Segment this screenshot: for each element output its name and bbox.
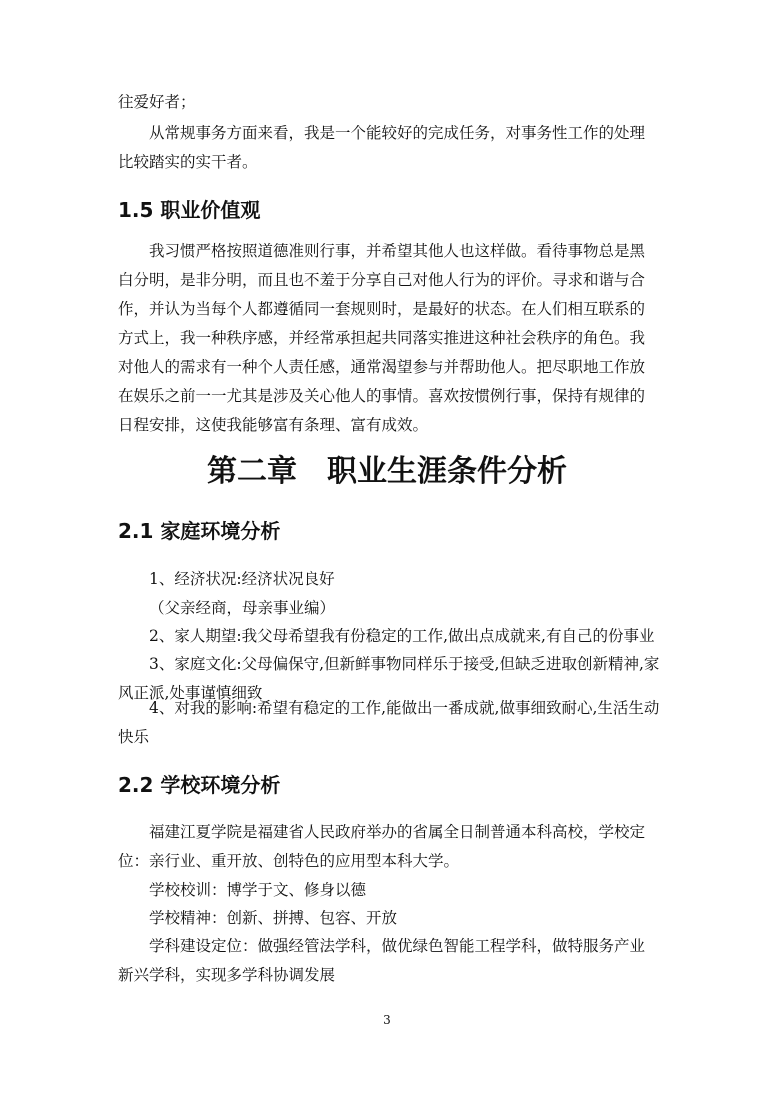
paragraph-school-motto: 学校校训：博学于文、修身以德 [149,881,367,899]
list-item-family-culture: 3、家庭文化:父母偏保守,但新鲜事物同样乐于接受,但缺乏进取创新精神,家风正派,处事谨慎细致 [118,655,660,702]
list-item-family-expectation: 2、家人期望:我父母希望我有份稳定的工作,做出点成就来,有自己的份事业 [149,627,655,645]
paragraph-school-intro: 福建江夏学院是福建省人民政府举办的省属全日制普通本科高校，学校定位：亲行业、重开放、创特色的应用型本科大学。 [118,823,646,870]
chapter-title: 第二章 职业生涯条件分析 [207,454,567,489]
paragraph-school-spirit: 学校精神：创新、拼搏、包容、开放 [149,909,398,927]
paragraph-routine-affairs: 从常规事务方面来看，我是一个能较好的完成任务，对事务性工作的处理比较踏实的实干者。 [118,124,646,171]
list-item-economy: 1、经济状况:经济状况良好 [149,570,335,588]
list-item-influence: 4、对我的影响:希望有稳定的工作,能做出一番成就,做事细致耐心,生活生动快乐 [118,699,660,746]
paragraph-career-values: 我习惯严格按照道德准则行事，并希望其他人也这样做。看待事物总是黑白分明，是非分明，而且也不羞于分享自己对他人行为的评价。寻求和谐与合作，并认为当每个人都遵循同一套规则时，是最好的状态。在人们相互联系的方式上，我一种秩序感，并经常承担起共同落实推进这种社会秩序的角色。我对他人的需求有一种个人责任感，通常渴望参与并帮助他人。把尽职地工作放在娱乐之前一一尤其是涉及关心他人的事情。喜欢按惯例行事，保持有规律的日程安排，这使我能够富有条理、富有成效。 [118,242,646,434]
paragraph-continuation: 往爱好者； [118,93,196,111]
page-number: 3 [383,1013,391,1027]
section-heading-2-1: 2.1 家庭环境分析 [118,519,281,543]
list-item-economy-note: （父亲经商，母亲事业编） [149,599,336,617]
section-heading-1-5: 1.5 职业价值观 [118,198,261,222]
paragraph-discipline-positioning: 学科建设定位：做强经管法学科，做优绿色智能工程学科，做特服务产业新兴学科，实现多学科协调发展 [118,937,646,984]
section-heading-2-2: 2.2 学校环境分析 [118,773,281,797]
